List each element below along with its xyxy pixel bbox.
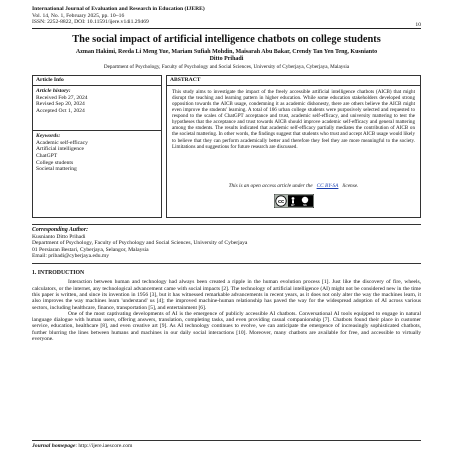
corresponding-dept: Department of Psychology, Faculty of Psychology and Social Sciences, University of Cyberjaya <box>32 240 248 247</box>
article-info-heading: Article Info <box>33 76 161 86</box>
history-received: Received Feb 27, 2024 <box>36 94 88 101</box>
corresponding-name: Kusnianto Ditto Prihadi <box>32 233 86 240</box>
author-list: Azman Hakimi, Reeda Li Meng Yue, Mariam Sufiah Mohdin, Maisarah Abu Bakar, Crendy Tan Yen Teng, Kusnianto Ditto Prihadi <box>75 48 378 62</box>
corresponding-rule <box>32 263 421 264</box>
by-badge-label: BY <box>290 203 295 207</box>
introduction-heading: 1. INTRODUCTION <box>32 270 85 277</box>
license-note <box>167 174 420 213</box>
license-suffix: license. <box>342 182 359 189</box>
affiliation: Department of Psychology, Faculty of Psychology and Social Sciences, University of Cyberjaya, Cyberjaya, Malaysia <box>103 63 350 70</box>
cc-badge-label: cc <box>277 198 284 205</box>
cc-by-sa-badge-icon <box>274 194 314 208</box>
abstract-box <box>166 75 421 218</box>
corresponding-address: 01 Persiaran Bestari, Cyberjaya, Selangor, Malaysia <box>32 246 149 253</box>
corresponding-author <box>32 224 421 265</box>
intro-paragraph-2: One of the most captivating developments of AI is the emergence of publicly accessible AI chatbots. Conversational AI tools equipped to engage in natural language dialogue with human users, offering answers, translation, completing tasks, and even providing casual companionship [7]. Chatbots found their place in customer service, education, healthcare [8], and even creative art [9]. As AI technology continues to evolve, we can anticipate the emergence of increasingly sophisticated chatbots, further blurring the lines between humans and machines in our daily social interactions [10]. Moreover, many chatbots are available for free, and accessible to virtually everyone. <box>32 310 421 343</box>
keyword-item: Academic self-efficacy <box>36 139 88 146</box>
keywords-heading: Keywords: <box>36 132 61 139</box>
page-number: 10 <box>415 21 421 28</box>
journal-issn: ISSN: 2252-8822, DOI: 10.11591/ijere.v14i1.29469 <box>32 19 149 26</box>
keywords-block <box>33 130 161 175</box>
keyword-item: ChatGPT <box>36 152 58 159</box>
license-link[interactable]: CC BY-SA <box>316 182 339 189</box>
keyword-item: Artificial intelligence <box>36 146 84 153</box>
corresponding-heading: Corresponding Author: <box>32 226 89 233</box>
journal-name: International Journal of Evaluation and Research in Education (IJERE) <box>32 6 205 12</box>
sa-badge-label: SA <box>302 203 307 207</box>
history-heading: Article history: <box>36 87 71 94</box>
history-revised: Revised Sep 20, 2024 <box>36 101 85 108</box>
footer-label: Journal homepage <box>32 443 76 449</box>
paper-title: The social impact of artificial intelligence chatbots on college students <box>72 33 381 45</box>
corresponding-email: Email: pribadi@cyberjaya.edu.my <box>32 253 110 259</box>
article-history <box>33 86 161 117</box>
abstract-heading: ABSTRACT <box>167 76 420 86</box>
article-info-section <box>32 75 421 218</box>
footer-url[interactable]: http://ijere.iaescore.com <box>78 443 133 449</box>
keyword-item: College students <box>36 159 74 166</box>
intro-paragraph-1: Interaction between human and technology had always been created a ripple in the human evolution process [1]. Just like the discovery of fire, wheels, calculators, or the internet, any technological advancement came with social impacts [2]. The technology of artificial intelligence (AI) might not be considered new in the time this paper is written, and since its invention in 1956 [3], but it has witnessed remarkable advancements in recent years, as it does not only alter the way the machines learn, it also improves the way machines learn 'understand' us [4]; the improved machine-human relationship has paved the way for the widespread adoption of AI across various sectors, including healthcare, finance, transportation [5], and entertainment [6]. <box>32 279 421 311</box>
journal-volume: Vol. 14, No. 1, February 2025, pp. 10~16 <box>32 12 125 19</box>
article-info-box <box>32 75 162 218</box>
history-accepted: Accepted Oct 1, 2024 <box>36 107 85 114</box>
keyword-item: Societal mattering <box>36 166 77 173</box>
abstract-text: This study aims to investigate the impact of the freely accessible artificial intelligence chatbots (AICB) that might disrupt the teaching and learning pattern in higher education. While some education stakeholders developed strong opposition towards the AICB usage, condemning it as academic dishonesty, there are others believe the AICB might even improve the students' learning. A total of 166 urban college students were purposively selected and requested to respond to the scales of ChatGPT acceptance and trust, academic self-efficacy, and university mattering to test the hypotheses that the acceptance and trust towards AICB should improve academic self-efficacy and general mattering among the students. The results indicated that academic self-efficacy partially mediates the contribution of AICB on the societal mattering. In other words, the findings suggest that students who trust and accept AICB usage would likely to believe that they can perform academically better and therefore they feel they are more meaningful to the society. Limitations and suggestions for future research are discussed. <box>172 88 415 150</box>
page-footer: Journal homepage: http://ijere.iaescore.com <box>32 440 421 449</box>
license-text: This is an open access article under the <box>228 182 313 189</box>
journal-header <box>32 6 421 26</box>
